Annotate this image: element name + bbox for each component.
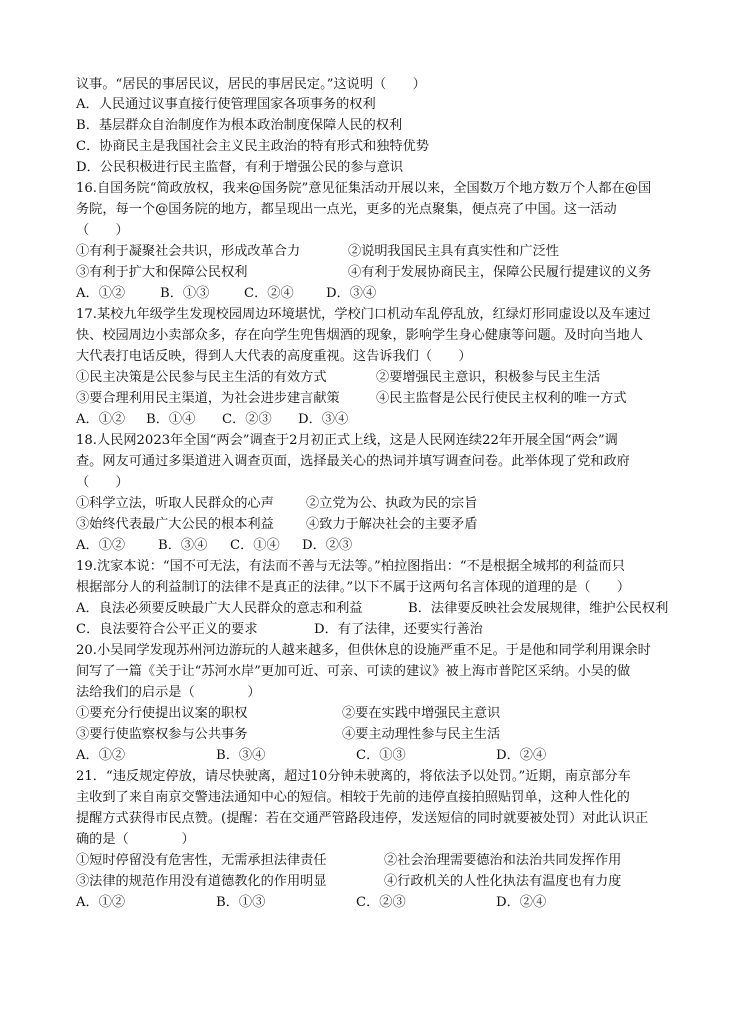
q15-option-c: C．协商民主是我国社会主义民主政治的特有形式和独特优势 bbox=[76, 139, 429, 154]
q17-choice-a: A．①② bbox=[76, 412, 126, 427]
q20-choice-c: C．①③ bbox=[356, 748, 406, 763]
q21-stem-line1: 21．“违反规定停放，请尽快驶离，超过10分钟未驶离的，将依法予以处罚。”近期，南京部分车 bbox=[76, 769, 631, 784]
q20-item-4: ④要主动理性参与民主生活 bbox=[342, 727, 501, 742]
q18-item-1: ①科学立法，听取人民群众的心声 bbox=[76, 496, 274, 511]
q21-item-1: ①短时停留没有危害性，无需承担法律责任 bbox=[76, 853, 327, 868]
q20-item-3: ③要行使监察权参与公共事务 bbox=[76, 727, 248, 742]
q17-choice-b: B．①④ bbox=[146, 412, 196, 427]
q16-item-4: ④有利于发展协商民主，保障公民履行提建议的义务 bbox=[348, 265, 652, 280]
q20-stem-line3: 法给我们的启示是（ ） bbox=[76, 685, 261, 700]
q21-choice-d: D．②④ bbox=[496, 895, 547, 910]
q21-item-4: ④行政机关的人性化执法有温度也有力度 bbox=[384, 874, 622, 889]
q19-option-d: D．有了法律，还要实行善治 bbox=[314, 622, 483, 637]
q21-item-3: ③法律的规范作用没有道德教化的作用明显 bbox=[76, 874, 327, 889]
q17-item-3: ③要合理利用民主渠道，为社会进步建言献策 bbox=[76, 391, 340, 406]
q17-item-1: ①民主决策是公民参与民主生活的有效方式 bbox=[76, 370, 327, 385]
q17-item-2: ②要增强民主意识，积极参与民主生活 bbox=[376, 370, 601, 385]
q17-stem-line1: 17.某校九年级学生发现校园周边环境堪忧，学校门口机动车乱停乱放，红绿灯形同虚设以及车速过 bbox=[76, 307, 651, 322]
q19-stem-line1: 19.沈家本说：“国不可无法，有法而不善与无法等。”柏拉图指出：“不是根据全城邦的利益而只 bbox=[76, 559, 625, 574]
q21-item-2: ②社会治理需要德治和法治共同发挥作用 bbox=[384, 853, 622, 868]
q15-stem: 议事。“居民的事居民议，居民的事居民定。”这说明（ ） bbox=[76, 77, 426, 92]
q17-choice-c: C．②③ bbox=[222, 412, 272, 427]
q16-stem-line2: 务院，每一个@国务院的地方，都呈现出一点光，更多的光点聚集，便点亮了中国。这一活动 bbox=[76, 202, 617, 217]
q18-stem-line1: 18.人民网2023年全国“两会”调查于2月初正式上线，这是人民网连续22年开展全国“两会”调 bbox=[76, 433, 618, 448]
q20-choice-d: D．②④ bbox=[496, 748, 547, 763]
q19-option-b: B．法律要反映社会发展规律，维护公民权利 bbox=[408, 601, 669, 616]
q18-item-2: ②立党为公、执政为民的宗旨 bbox=[306, 496, 478, 511]
q18-item-3: ③始终代表最广大公民的根本利益 bbox=[76, 517, 274, 532]
q15-option-d: D．公民积极进行民主监督，有利于增强公民的参与意识 bbox=[76, 160, 404, 175]
q19-option-a: A．良法必须要反映最广大人民群众的意志和利益 bbox=[76, 601, 363, 616]
q20-item-2: ②要在实践中增强民主意识 bbox=[342, 706, 501, 721]
q20-choice-b: B．③④ bbox=[216, 748, 266, 763]
q15-option-a: A．人民通过议事直接行使管理国家各项事务的权利 bbox=[76, 97, 376, 112]
q16-item-2: ②说明我国民主具有真实性和广泛性 bbox=[348, 244, 559, 259]
q17-stem-line3: 大代表打电话反映，得到人大代表的高度重视。这告诉我们（ ） bbox=[76, 349, 472, 364]
q18-stem-line3: （ ） bbox=[76, 475, 129, 490]
q20-stem-line2: 间写了一篇《关于让“苏河水岸”更加可近、可亲、可读的建议》被上海市普陀区采纳。小吴的做 bbox=[76, 664, 631, 679]
q18-item-4: ④致力于解决社会的主要矛盾 bbox=[306, 517, 478, 532]
q16-stem-line3: （ ） bbox=[76, 223, 129, 238]
q19-option-c: C．良法要符合公平正义的要求 bbox=[76, 622, 258, 637]
q16-choice-a: A．①② bbox=[76, 286, 126, 301]
q21-stem-line2: 主收到了来自南京交警违法通知中心的短信。相较于先前的违停直接拍照贴罚单，这种人性化的 bbox=[76, 790, 630, 805]
q16-stem-line1: 16.自国务院“简政放权，我来@国务院”意见征集活动开展以来，全国数万个地方数万个人都在@国 bbox=[76, 181, 652, 196]
q21-stem-line4: 确的是（ ） bbox=[76, 832, 195, 847]
q21-choice-a: A．①② bbox=[76, 895, 126, 910]
q18-choice-a: A．①② bbox=[76, 538, 126, 553]
q17-stem-line2: 快、校园周边小卖部众多，存在向学生兜售烟酒的现象，影响学生身心健康等问题。及时向当地人 bbox=[76, 328, 644, 343]
q16-item-3: ③有利于扩大和保障公民权利 bbox=[76, 265, 248, 280]
q17-item-4: ④民主监督是公民行使民主权利的唯一方式 bbox=[376, 391, 627, 406]
q21-choice-b: B．①③ bbox=[216, 895, 266, 910]
q21-choice-c: C．②③ bbox=[356, 895, 406, 910]
q19-stem-line2: 根据部分人的利益制订的法律不是真正的法律。”以下不属于这两句名言体现的道理的是（ ） bbox=[76, 580, 631, 595]
q18-choice-d: D．②③ bbox=[302, 538, 353, 553]
q18-choice-c: C．①④ bbox=[230, 538, 280, 553]
q16-choice-b: B．①③ bbox=[160, 286, 210, 301]
q20-choice-a: A．①② bbox=[76, 748, 126, 763]
q20-stem-line1: 20.小吴同学发现苏州河边游玩的人越来越多，但供休息的设施严重不足。于是他和同学利用课余时 bbox=[76, 643, 651, 658]
q15-option-b: B．基层群众自治制度作为根本政治制度保障人民的权利 bbox=[76, 118, 403, 133]
q21-stem-line3: 提醒方式获得市民点赞。(提醒：若在交通严管路段违停，发送短信的同时就要被处罚）对此认识正 bbox=[76, 811, 649, 826]
q18-stem-line2: 查。网友可通过多渠道进入调查页面，选择最关心的热词并填写调查问卷。此举体现了党和政府 bbox=[76, 454, 630, 469]
q16-choice-d: D．③④ bbox=[326, 286, 377, 301]
q18-choice-b: B．③④ bbox=[158, 538, 208, 553]
q20-item-1: ①要充分行使提出议案的职权 bbox=[76, 706, 248, 721]
q16-item-1: ①有利于凝聚社会共识，形成改革合力 bbox=[76, 244, 301, 259]
q16-choice-c: C．②④ bbox=[244, 286, 294, 301]
q17-choice-d: D．③④ bbox=[298, 412, 349, 427]
